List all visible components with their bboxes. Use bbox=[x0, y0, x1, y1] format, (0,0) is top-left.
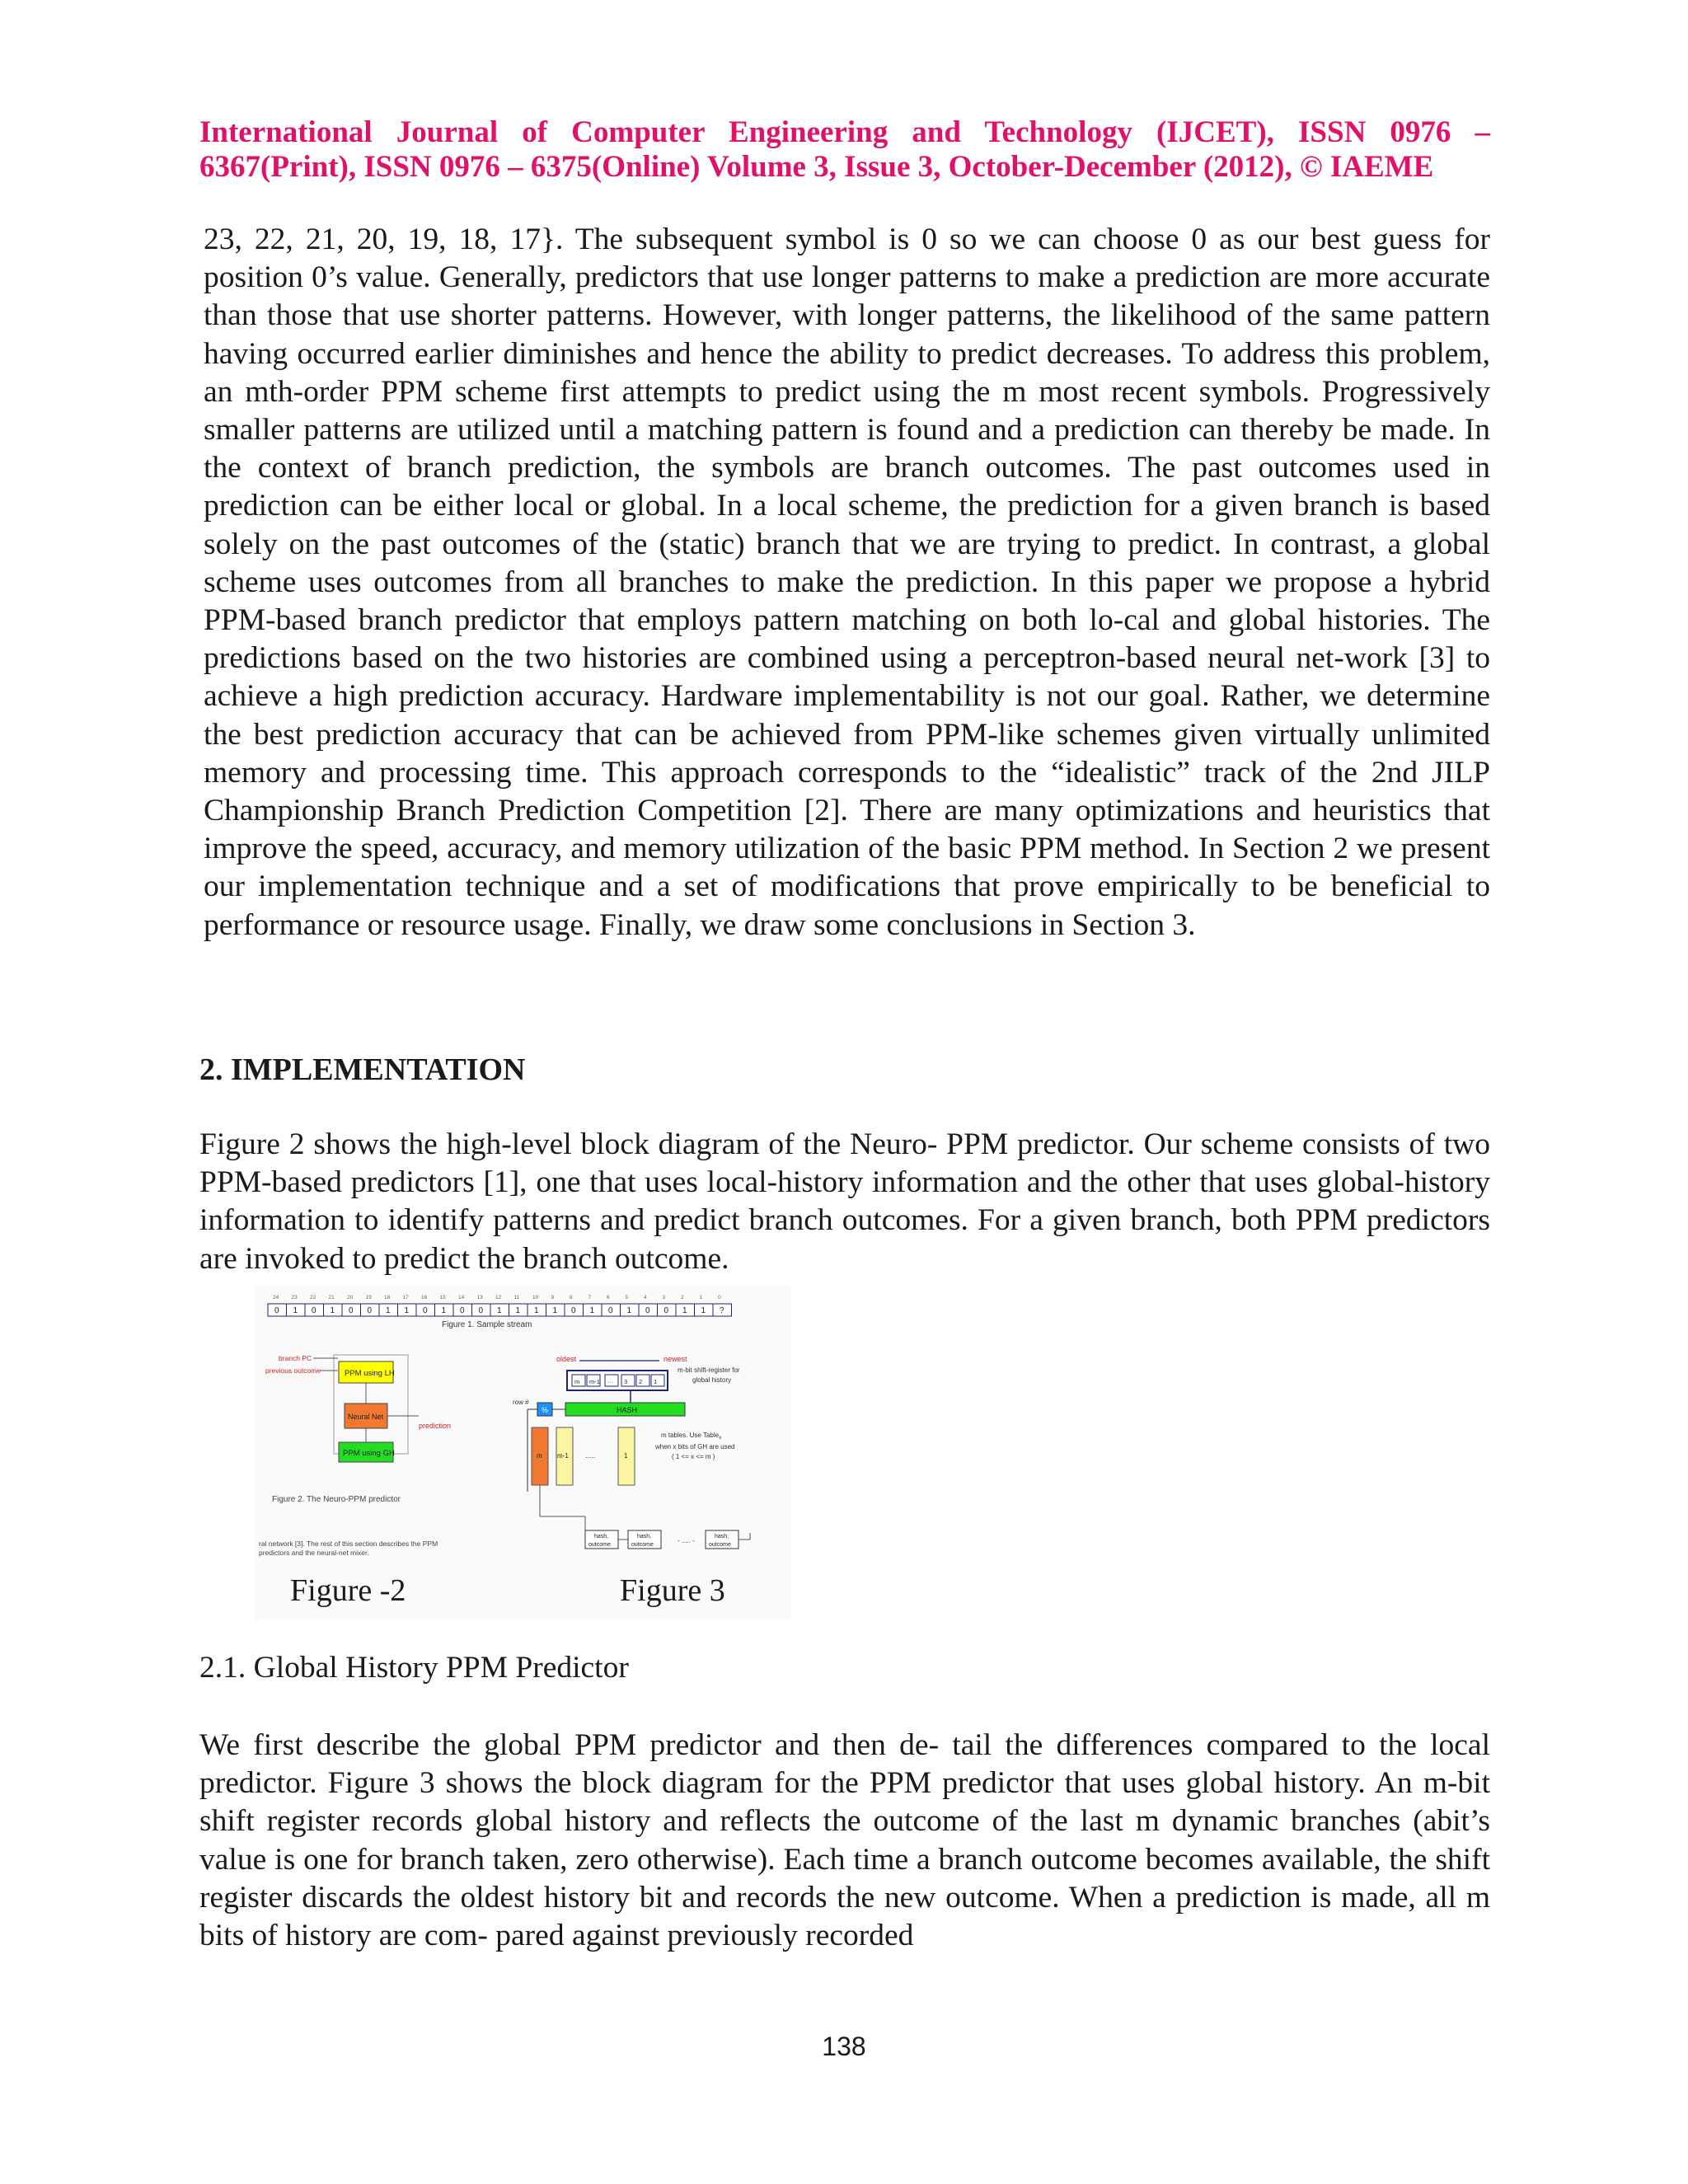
stream-index: 5 bbox=[625, 1295, 629, 1301]
table-m-label: m bbox=[537, 1452, 542, 1460]
hash-outcome-top: hash, bbox=[715, 1534, 729, 1540]
stream-bit: 0 bbox=[367, 1306, 373, 1315]
stream-bit: 1 bbox=[626, 1306, 632, 1315]
stream-index: 16 bbox=[421, 1295, 428, 1301]
snippet-line-1: ral network [3]. The rest of this section describes the PPM bbox=[259, 1540, 438, 1548]
figure-3-caption: Figure 3 bbox=[620, 1573, 725, 1608]
journal-header bbox=[199, 115, 1490, 185]
table-1-label: 1 bbox=[624, 1452, 628, 1460]
stream-index: 1 bbox=[699, 1295, 703, 1301]
neural-net-label: Neural Net bbox=[348, 1413, 384, 1421]
register-note-line-1: m-bit shift-register for bbox=[678, 1366, 740, 1374]
intro-paragraph: 23, 22, 21, 20, 19, 18, 17}. The subsequent symbol is 0 so we can choose 0 as our best guess for position 0’s value. Generally, predictors that use longer patterns to make a prediction are more accurate than those that use shorter patterns. However, with longer patterns, the likelihood of the same pattern having occurred earlier diminishes and hence the ability to predict decreases. To address this problem, an mth-order PPM scheme first attempts to predict using the m most recent symbols. Progressively smaller patterns are utilized until a matching pattern is found and a prediction can thereby be made. In the context of branch prediction, the symbols are branch outcomes. The past outcomes used in prediction can be either local or global. In a local scheme, the prediction for a given branch is based solely on the past outcomes of the (static) branch that we are trying to predict. In contrast, a global scheme uses outcomes from all branches to make the prediction. In this paper we propose a hybrid PPM-based branch predictor that employs pattern matching on both lo-cal and global histories. The predictions based on the two histories are combined using a perceptron-based neural net-work [3] to achieve a high prediction accuracy. Hardware implementability is not our goal. Rather, we determine the best prediction accuracy that can be achieved from PPM-like schemes given virtually unlimited memory and processing time. This approach corresponds to the “idealistic” track of the 2nd JILP Championship Branch Prediction Competition [2]. There are many optimizations and heuristics that improve the speed, accuracy, and memory utilization of the basic PPM method. In Section 2 we present our implementation technique and a set of modifications that prove empirically to be beneficial to performance or resource usage. Finally, we draw some conclusions in Section 3. bbox=[204, 223, 1490, 942]
tables-note-line-2: when x bits of GH are used bbox=[655, 1443, 735, 1451]
stream-bit: 0 bbox=[460, 1306, 465, 1315]
stream-bit: 1 bbox=[534, 1306, 539, 1315]
stream-index: 0 bbox=[718, 1295, 721, 1301]
stream-index: 20 bbox=[347, 1295, 354, 1301]
page-number: 138 bbox=[822, 2032, 866, 2061]
stream-bit: 0 bbox=[608, 1306, 613, 1315]
implementation-paragraph: Figure 2 shows the high-level block diagram of the Neuro- PPM predictor. Our scheme consists of two PPM-based predictors [1], one that uses local-history information and the other that uses global-history information to identify patterns and predict branch outcomes. For a given branch, both PPM predictors are invoked to predict the branch outcome. bbox=[199, 1127, 1490, 1276]
tables-note-text: m tables. Use Table bbox=[661, 1432, 720, 1439]
stream-index: 12 bbox=[495, 1295, 502, 1301]
stream-index: 3 bbox=[662, 1295, 666, 1301]
stream-index: 11 bbox=[513, 1295, 520, 1301]
hash-outcome-top: hash, bbox=[594, 1534, 609, 1540]
figure-svg bbox=[256, 1286, 791, 1619]
figure-2-caption: Figure -2 bbox=[290, 1573, 406, 1608]
newest-label: newest bbox=[663, 1355, 687, 1363]
journal-header-line-2: 6367(Print), ISSN 0976 – 6375(Online) Volume 3, Issue 3, October-December (2012), © IAEME bbox=[199, 150, 1434, 184]
stream-bit: 1 bbox=[497, 1306, 502, 1315]
ppm-gh-label: PPM using GH bbox=[343, 1449, 395, 1458]
sample-stream-indices bbox=[273, 1295, 721, 1301]
stream-index: 4 bbox=[644, 1295, 647, 1301]
percent-label: % bbox=[542, 1406, 549, 1414]
ppm-lh-label: PPM using LH bbox=[345, 1369, 395, 1378]
previous-outcome-label: previous outcome bbox=[265, 1366, 321, 1375]
section-heading: 2. IMPLEMENTATION bbox=[199, 1052, 526, 1087]
stream-index: 24 bbox=[273, 1295, 279, 1301]
tables-note-line-3: ( 1 <= x <= m ) bbox=[672, 1453, 715, 1460]
outcome-dots: - ..... - bbox=[678, 1537, 695, 1544]
stream-bit: 1 bbox=[386, 1306, 391, 1315]
stream-bit: 1 bbox=[515, 1306, 521, 1315]
table-m-1-label: m-1 bbox=[557, 1452, 569, 1460]
stream-bit: 0 bbox=[423, 1306, 428, 1315]
stream-bit: 0 bbox=[663, 1306, 669, 1315]
stream-index: 22 bbox=[310, 1295, 316, 1301]
stream-index: 2 bbox=[681, 1295, 684, 1301]
stream-index: 17 bbox=[402, 1295, 409, 1301]
stream-index: 10 bbox=[532, 1295, 539, 1301]
fig2-inner-caption: Figure 2. The Neuro-PPM predictor bbox=[272, 1495, 401, 1504]
outcome-boxes bbox=[585, 1530, 750, 1549]
stream-bit: 1 bbox=[404, 1306, 410, 1315]
stream-index: 19 bbox=[365, 1295, 372, 1301]
stream-bit: 0 bbox=[312, 1306, 316, 1315]
stream-index: 6 bbox=[607, 1295, 610, 1301]
register-cell-label: 1 bbox=[654, 1378, 658, 1385]
row-label: row # bbox=[513, 1399, 529, 1406]
prediction-label: prediction bbox=[419, 1422, 452, 1430]
branch-pc-label: branch PC bbox=[279, 1354, 312, 1362]
stream-bit: 1 bbox=[552, 1306, 558, 1315]
stream-index: 8 bbox=[570, 1295, 573, 1301]
fig1-caption: Figure 1. Sample stream bbox=[442, 1320, 532, 1329]
stream-index: 23 bbox=[291, 1295, 298, 1301]
stream-bit: 0 bbox=[478, 1306, 484, 1315]
stream-bit: 0 bbox=[349, 1306, 354, 1315]
stream-bit: 1 bbox=[682, 1306, 687, 1315]
register-cell-label: m bbox=[574, 1378, 580, 1385]
hash-outcome-bottom: outcome bbox=[709, 1542, 731, 1548]
stream-bit: 1 bbox=[701, 1306, 706, 1315]
hash-outcome-bottom: outcome bbox=[631, 1542, 654, 1548]
register-cell-label: m-1 bbox=[589, 1378, 600, 1385]
stream-bit: 0 bbox=[571, 1306, 576, 1315]
stream-bit: 1 bbox=[330, 1306, 335, 1315]
stream-index: 9 bbox=[551, 1295, 555, 1301]
register-cell-label: 2 bbox=[639, 1378, 643, 1385]
stream-index: 18 bbox=[384, 1295, 391, 1301]
tables-note-line-1 bbox=[661, 1432, 721, 1441]
stream-index: 13 bbox=[476, 1295, 483, 1301]
stream-index: 7 bbox=[588, 1295, 592, 1301]
stream-bit: 1 bbox=[589, 1306, 595, 1315]
table-dots: ..... bbox=[585, 1451, 596, 1460]
snippet-line-2: predictors and the neural-net mixer. bbox=[259, 1549, 369, 1557]
global-history-paragraph: We first describe the global PPM predictor and then de- tail the differences compared to the local predictor. Figure 3 shows the block diagram for the PPM predictor that uses global history. An m-bit shift register records global history and reflects the outcome of the last m dynamic branches (abit’s value is one for branch taken, zero otherwise). Each time a branch outcome becomes available, the shift register discards the oldest history bit and records the new outcome. When a prediction is made, all m bits of history are com- pared against previously recorded bbox=[199, 1728, 1490, 1953]
tables-note-subscript: x bbox=[719, 1436, 722, 1441]
stream-bit: 0 bbox=[274, 1306, 279, 1315]
oldest-label: oldest bbox=[556, 1355, 577, 1363]
register-cell-label: 3 bbox=[624, 1378, 628, 1385]
hash-outcome-bottom: outcome bbox=[588, 1542, 611, 1548]
hash-outcome-top: hash, bbox=[637, 1534, 652, 1540]
figure-image bbox=[256, 1286, 791, 1619]
register-cell-label: ··· bbox=[607, 1378, 614, 1385]
register-note-line-2: global history bbox=[692, 1376, 732, 1384]
stream-index: 14 bbox=[458, 1295, 465, 1301]
sample-stream bbox=[268, 1304, 732, 1316]
stream-bit: 1 bbox=[441, 1306, 447, 1315]
hash-label: HASH bbox=[617, 1406, 638, 1414]
stream-bit: 0 bbox=[645, 1306, 650, 1315]
subsection-heading: 2.1. Global History PPM Predictor bbox=[199, 1651, 629, 1685]
stream-index: 21 bbox=[328, 1295, 335, 1301]
stream-bit: 1 bbox=[293, 1306, 298, 1315]
journal-header-line-1: International Journal of Computer Engineering and Technology (IJCET), ISSN 0976 – bbox=[199, 115, 1490, 149]
stream-bit: ? bbox=[720, 1306, 724, 1315]
stream-index: 15 bbox=[439, 1295, 446, 1301]
